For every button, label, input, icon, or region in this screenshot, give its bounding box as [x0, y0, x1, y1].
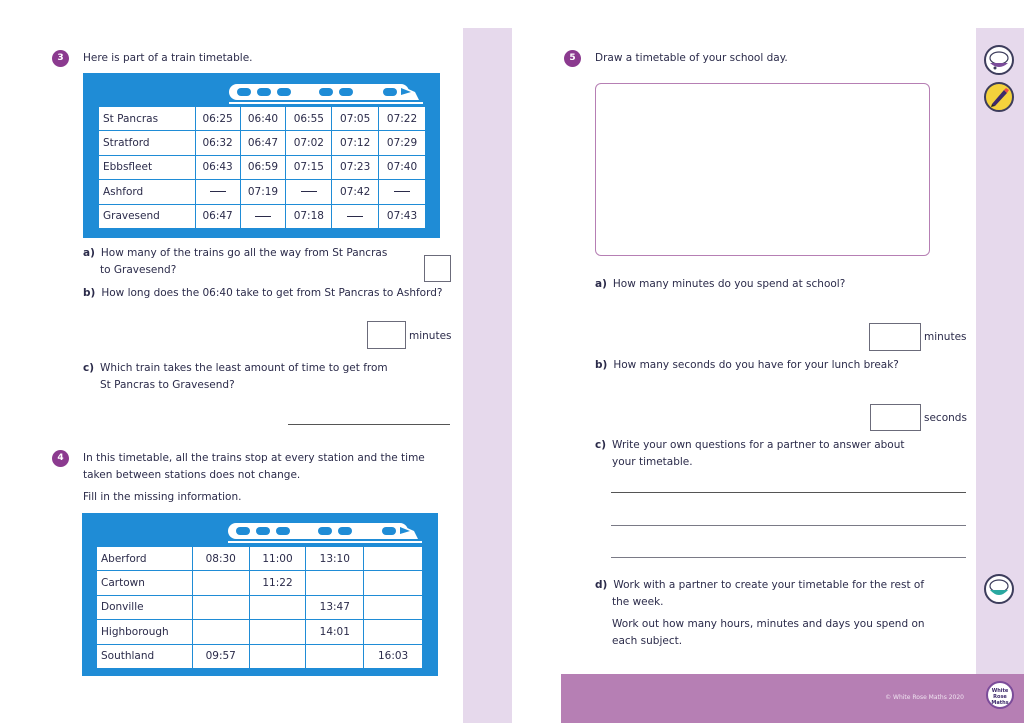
pencil-icon: [984, 82, 1014, 112]
question-3a-label: a): [83, 247, 95, 259]
time-cell: 14:01: [306, 620, 364, 644]
dash-mark: [210, 191, 226, 192]
no-stop-cell: [286, 180, 332, 204]
question-3c-text-1: Which train takes the least amount of time to get from: [100, 362, 388, 374]
time-cell: 07:15: [286, 155, 332, 179]
time-cell: 06:47: [195, 204, 240, 228]
time-cell: 06:55: [286, 107, 332, 131]
missing-time-cell[interactable]: [192, 571, 249, 595]
dash-mark: [255, 216, 271, 217]
missing-time-cell[interactable]: [364, 571, 423, 595]
missing-time-cell[interactable]: [306, 571, 364, 595]
question-5d-line-1: [595, 577, 924, 594]
time-cell: 06:47: [240, 131, 286, 155]
question-5a-text: How many minutes do you spend at school?: [612, 278, 846, 290]
timetable-row: [97, 644, 423, 668]
question-5d-label: d): [595, 579, 608, 591]
question-4-timetable: [96, 546, 423, 669]
time-cell: 11:22: [249, 571, 306, 595]
question-3a-line-1: [83, 245, 387, 262]
time-cell: 07:40: [379, 155, 426, 179]
dash-mark: [394, 191, 410, 192]
question-4-timetable-frame: [82, 513, 438, 676]
question-4-text-2: taken between stations does not change.: [83, 469, 301, 481]
train-icon: [229, 82, 423, 104]
time-cell: 07:23: [332, 155, 379, 179]
time-cell: 07:02: [286, 131, 332, 155]
question-5b-answer-box[interactable]: [870, 404, 921, 431]
question-3a-text-1: How many of the trains go all the way from St Pancras: [100, 247, 388, 259]
missing-time-cell[interactable]: [249, 595, 306, 619]
station-name: Gravesend: [99, 204, 196, 228]
no-stop-cell: [379, 180, 426, 204]
station-name: Aberford: [97, 547, 193, 571]
timetable-row: [99, 131, 426, 155]
question-3c-label: c): [83, 362, 95, 374]
time-cell: 06:32: [195, 131, 240, 155]
station-name: Cartown: [97, 571, 193, 595]
time-cell: 13:10: [306, 547, 364, 571]
dash-mark: [301, 191, 317, 192]
time-cell: 07:12: [332, 131, 379, 155]
station-name: Southland: [97, 644, 193, 668]
timetable-row: [97, 571, 423, 595]
time-cell: 13:47: [306, 595, 364, 619]
question-5b-label: b): [595, 359, 608, 371]
question-5c-text-2: your timetable.: [612, 456, 693, 468]
time-cell: 07:42: [332, 180, 379, 204]
station-name: Donville: [97, 595, 193, 619]
question-4-instruction: Fill in the missing information.: [83, 491, 242, 503]
footer-copyright: © White Rose Maths 2020: [885, 694, 964, 701]
white-rose-maths-logo: [986, 681, 1014, 709]
time-cell: 06:40: [240, 107, 286, 131]
question-3c-answer-line[interactable]: [288, 424, 450, 425]
question-5d-text-3: Work out how many hours, minutes and days you spend on: [612, 618, 925, 630]
time-cell: 07:19: [240, 180, 286, 204]
timetable-row: [97, 620, 423, 644]
missing-time-cell[interactable]: [249, 644, 306, 668]
missing-time-cell[interactable]: [192, 620, 249, 644]
timetable-row: [97, 547, 423, 571]
question-5c-answer-line-2[interactable]: [611, 525, 966, 526]
dash-mark: [347, 216, 363, 217]
question-3b-text: How long does the 06:40 take to get from St Pancras to Ashford?: [101, 287, 443, 299]
page-gutter-band: [463, 28, 512, 723]
question-5d-text-4: each subject.: [612, 635, 683, 647]
time-cell: 07:43: [379, 204, 426, 228]
logo-line-3: Maths: [991, 700, 1009, 706]
think-bubble-icon: [984, 45, 1014, 75]
question-3a-answer-box[interactable]: [424, 255, 451, 282]
no-stop-cell: [195, 180, 240, 204]
timetable-row: [99, 204, 426, 228]
station-name: Ebbsfleet: [99, 155, 196, 179]
question-5d-text-2: the week.: [612, 596, 664, 608]
no-stop-cell: [332, 204, 379, 228]
question-5a-unit: minutes: [924, 331, 967, 343]
missing-time-cell[interactable]: [249, 620, 306, 644]
question-3b-unit: minutes: [409, 330, 452, 342]
missing-time-cell[interactable]: [306, 644, 364, 668]
question-3b-answer-box[interactable]: [367, 321, 406, 349]
time-cell: 06:59: [240, 155, 286, 179]
question-5b-line: [595, 357, 899, 374]
question-3-timetable: [98, 106, 426, 229]
question-5c-line-1: [595, 437, 905, 454]
question-3b-label: b): [83, 287, 96, 299]
train-icon: [228, 521, 422, 543]
time-cell: 06:25: [195, 107, 240, 131]
time-cell: 07:29: [379, 131, 426, 155]
question-5-intro: Draw a timetable of your school day.: [595, 52, 788, 64]
time-cell: 06:43: [195, 155, 240, 179]
question-3c-line-1: [83, 360, 388, 377]
time-cell: 08:30: [192, 547, 249, 571]
school-day-drawing-area[interactable]: [595, 83, 930, 256]
missing-time-cell[interactable]: [364, 547, 423, 571]
time-cell: 09:57: [192, 644, 249, 668]
question-3-intro: Here is part of a train timetable.: [83, 52, 253, 64]
station-name: Stratford: [99, 131, 196, 155]
logo-line-2: Rose: [993, 694, 1007, 700]
discuss-bubble-icon: [984, 574, 1014, 604]
time-cell: 07:05: [332, 107, 379, 131]
time-cell: 07:18: [286, 204, 332, 228]
question-5a-line: [595, 276, 845, 293]
question-5d-text-1: Work with a partner to create your timetable for the rest of: [613, 579, 925, 591]
question-5a-answer-box[interactable]: [869, 323, 921, 351]
timetable-row: [99, 180, 426, 204]
question-3-badge: 3: [52, 50, 69, 67]
time-cell: 07:22: [379, 107, 426, 131]
station-name: St Pancras: [99, 107, 196, 131]
question-5b-text: How many seconds do you have for your lunch break?: [613, 359, 899, 371]
question-5-badge: 5: [564, 50, 581, 67]
page-side-band: [976, 28, 1024, 723]
missing-time-cell[interactable]: [364, 620, 423, 644]
question-5a-label: a): [595, 278, 607, 290]
time-cell: 16:03: [364, 644, 423, 668]
question-3a-text-2: to Gravesend?: [100, 264, 177, 276]
question-4-text-1: In this timetable, all the trains stop at every station and the time: [83, 452, 425, 464]
logo-line-1: White: [991, 688, 1009, 694]
missing-time-cell[interactable]: [364, 595, 423, 619]
question-5c-label: c): [595, 439, 607, 451]
question-4-badge: 4: [52, 450, 69, 467]
timetable-row: [99, 107, 426, 131]
question-5c-text-1: Write your own questions for a partner to answer about: [612, 439, 905, 451]
time-cell: 11:00: [249, 547, 306, 571]
question-5c-answer-line-1[interactable]: [611, 492, 966, 493]
question-5b-unit: seconds: [924, 412, 967, 424]
timetable-row: [97, 595, 423, 619]
question-3-timetable-frame: [83, 73, 440, 238]
page-footer: [561, 674, 1024, 723]
timetable-row: [99, 155, 426, 179]
missing-time-cell[interactable]: [192, 595, 249, 619]
question-3b-line: [83, 285, 442, 302]
question-3c-text-2: St Pancras to Gravesend?: [100, 379, 235, 391]
question-5c-answer-line-3[interactable]: [611, 557, 966, 558]
station-name: Highborough: [97, 620, 193, 644]
no-stop-cell: [240, 204, 286, 228]
station-name: Ashford: [99, 180, 196, 204]
